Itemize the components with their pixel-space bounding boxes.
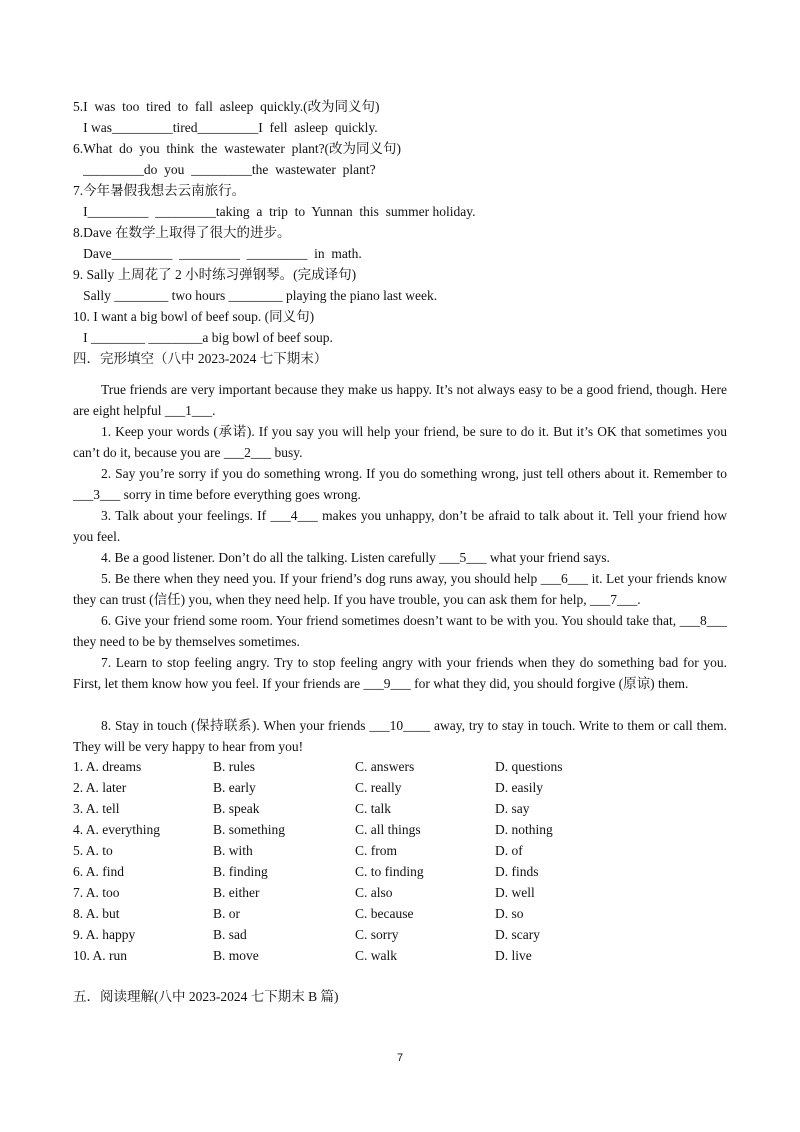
option-5c: C. from — [355, 843, 397, 858]
cloze-tip-3-paragraph: 3. Talk about your feelings. If ___4___ makes you unhappy, don’t be afraid to talk about it. Tell your friend how you feel. — [73, 508, 727, 544]
option-6b: B. finding — [213, 864, 268, 879]
option-9a: 9. A. happy — [73, 927, 136, 942]
page-number: 7 — [396, 1052, 404, 1064]
question-7-answer-line: I_________ _________taking a trip to Yunnan this summer holiday. — [73, 204, 476, 219]
option-3c: C. talk — [355, 801, 391, 816]
question-5-prompt: 5.I was too tired to fall asleep quickly.(改为同义句) — [73, 99, 380, 114]
option-3a: 3. A. tell — [73, 801, 120, 816]
option-7c: C. also — [355, 885, 393, 900]
cloze-tip-2-paragraph: 2. Say you’re sorry if you do something wrong. If you do something wrong, just tell others about it. Remember to ___3___ sorry in time before everything goes wrong. — [73, 466, 727, 502]
option-9d: D. scary — [495, 927, 540, 942]
option-9b: B. sad — [213, 927, 247, 942]
cloze-tip-4-paragraph: 4. Be a good listener. Don’t do all the talking. Listen carefully ___5___ what your friend says. — [101, 550, 610, 565]
question-8-answer-line: Dave_________ _________ _________ in math. — [73, 246, 362, 261]
cloze-tip-1-paragraph: 1. Keep your words (承诺). If you say you will help your friend, be sure to do it. But it’s OK that sometimes you can’t do it, because you are ___2___ busy. — [73, 424, 727, 460]
option-1b: B. rules — [213, 759, 255, 774]
option-2c: C. really — [355, 780, 402, 795]
section-4-heading: 四．完形填空（八中 2023-2024 七下期末） — [73, 351, 328, 366]
option-10c: C. walk — [355, 948, 397, 963]
cloze-tip-7-paragraph: 7. Learn to stop feeling angry. Try to stop feeling angry with your friends when they do something bad for you. First, let them know how you feel. If your friends are ___9___ for what they did, you should forgive (原谅) them. — [73, 655, 727, 691]
option-8a: 8. A. but — [73, 906, 120, 921]
question-6-prompt: 6.What do you think the wastewater plant?(改为同义句) — [73, 141, 402, 156]
option-10d: D. live — [495, 948, 532, 963]
question-10-prompt: 10. I want a big bowl of beef soup. (同义句) — [73, 309, 315, 324]
option-6a: 6. A. find — [73, 864, 125, 879]
option-8b: B. or — [213, 906, 240, 921]
option-5b: B. with — [213, 843, 253, 858]
cloze-tip-8-paragraph: 8. Stay in touch (保持联系). When your friends ___10____ away, try to stay in touch. Write to them or call them. They will be very happy to hear from you! — [73, 718, 727, 754]
option-6d: D. finds — [495, 864, 539, 879]
cloze-tip-6-paragraph: 6. Give your friend some room. Your friend sometimes doesn’t want to be with you. You should take that, ___8___ they need to be by themselves sometimes. — [73, 613, 727, 649]
question-8-prompt: 8.Dave 在数学上取得了很大的进步。 — [73, 225, 291, 240]
cloze-tip-5-paragraph: 5. Be there when they need you. If your friend’s dog runs away, you should help ___6___ it. Let your friends know they can trust (信任) you, when they need help. If you have trouble, you can ask them for help, ___7___. — [73, 571, 727, 607]
option-2a: 2. A. later — [73, 780, 127, 795]
option-4a: 4. A. everything — [73, 822, 160, 837]
option-6c: C. to finding — [355, 864, 424, 879]
option-5a: 5. A. to — [73, 843, 113, 858]
option-7a: 7. A. too — [73, 885, 120, 900]
option-3b: B. speak — [213, 801, 260, 816]
option-4d: D. nothing — [495, 822, 553, 837]
option-2b: B. early — [213, 780, 256, 795]
question-9-answer-line: Sally ________ two hours ________ playing the piano last week. — [73, 288, 438, 303]
option-10a: 10. A. run — [73, 948, 127, 963]
option-5d: D. of — [495, 843, 523, 858]
option-1c: C. answers — [355, 759, 415, 774]
section-5-heading: 五．阅读理解(八中 2023-2024 七下期末 B 篇) — [73, 989, 339, 1004]
question-9-prompt: 9. Sally 上周花了 2 小时练习弹钢琴。(完成译句) — [73, 267, 357, 282]
question-10-answer-line: I ________ ________a big bowl of beef soup. — [73, 330, 333, 345]
option-1a: 1. A. dreams — [73, 759, 142, 774]
option-7b: B. either — [213, 885, 260, 900]
option-3d: D. say — [495, 801, 530, 816]
option-8c: C. because — [355, 906, 414, 921]
option-4b: B. something — [213, 822, 286, 837]
option-2d: D. easily — [495, 780, 543, 795]
option-10b: B. move — [213, 948, 259, 963]
cloze-intro-paragraph: True friends are very important because they make us happy. It’s not always easy to be a good friend, though. Here are eight helpful ___1___. — [73, 382, 727, 418]
option-9c: C. sorry — [355, 927, 399, 942]
option-8d: D. so — [495, 906, 524, 921]
option-7d: D. well — [495, 885, 535, 900]
question-6-answer-line: _________do you _________the wastewater plant? — [73, 162, 376, 177]
question-7-prompt: 7.今年暑假我想去云南旅行。 — [73, 183, 246, 198]
option-4c: C. all things — [355, 822, 421, 837]
option-1d: D. questions — [495, 759, 563, 774]
question-5-answer-line: I was_________tired_________I fell asleep quickly. — [73, 120, 378, 135]
